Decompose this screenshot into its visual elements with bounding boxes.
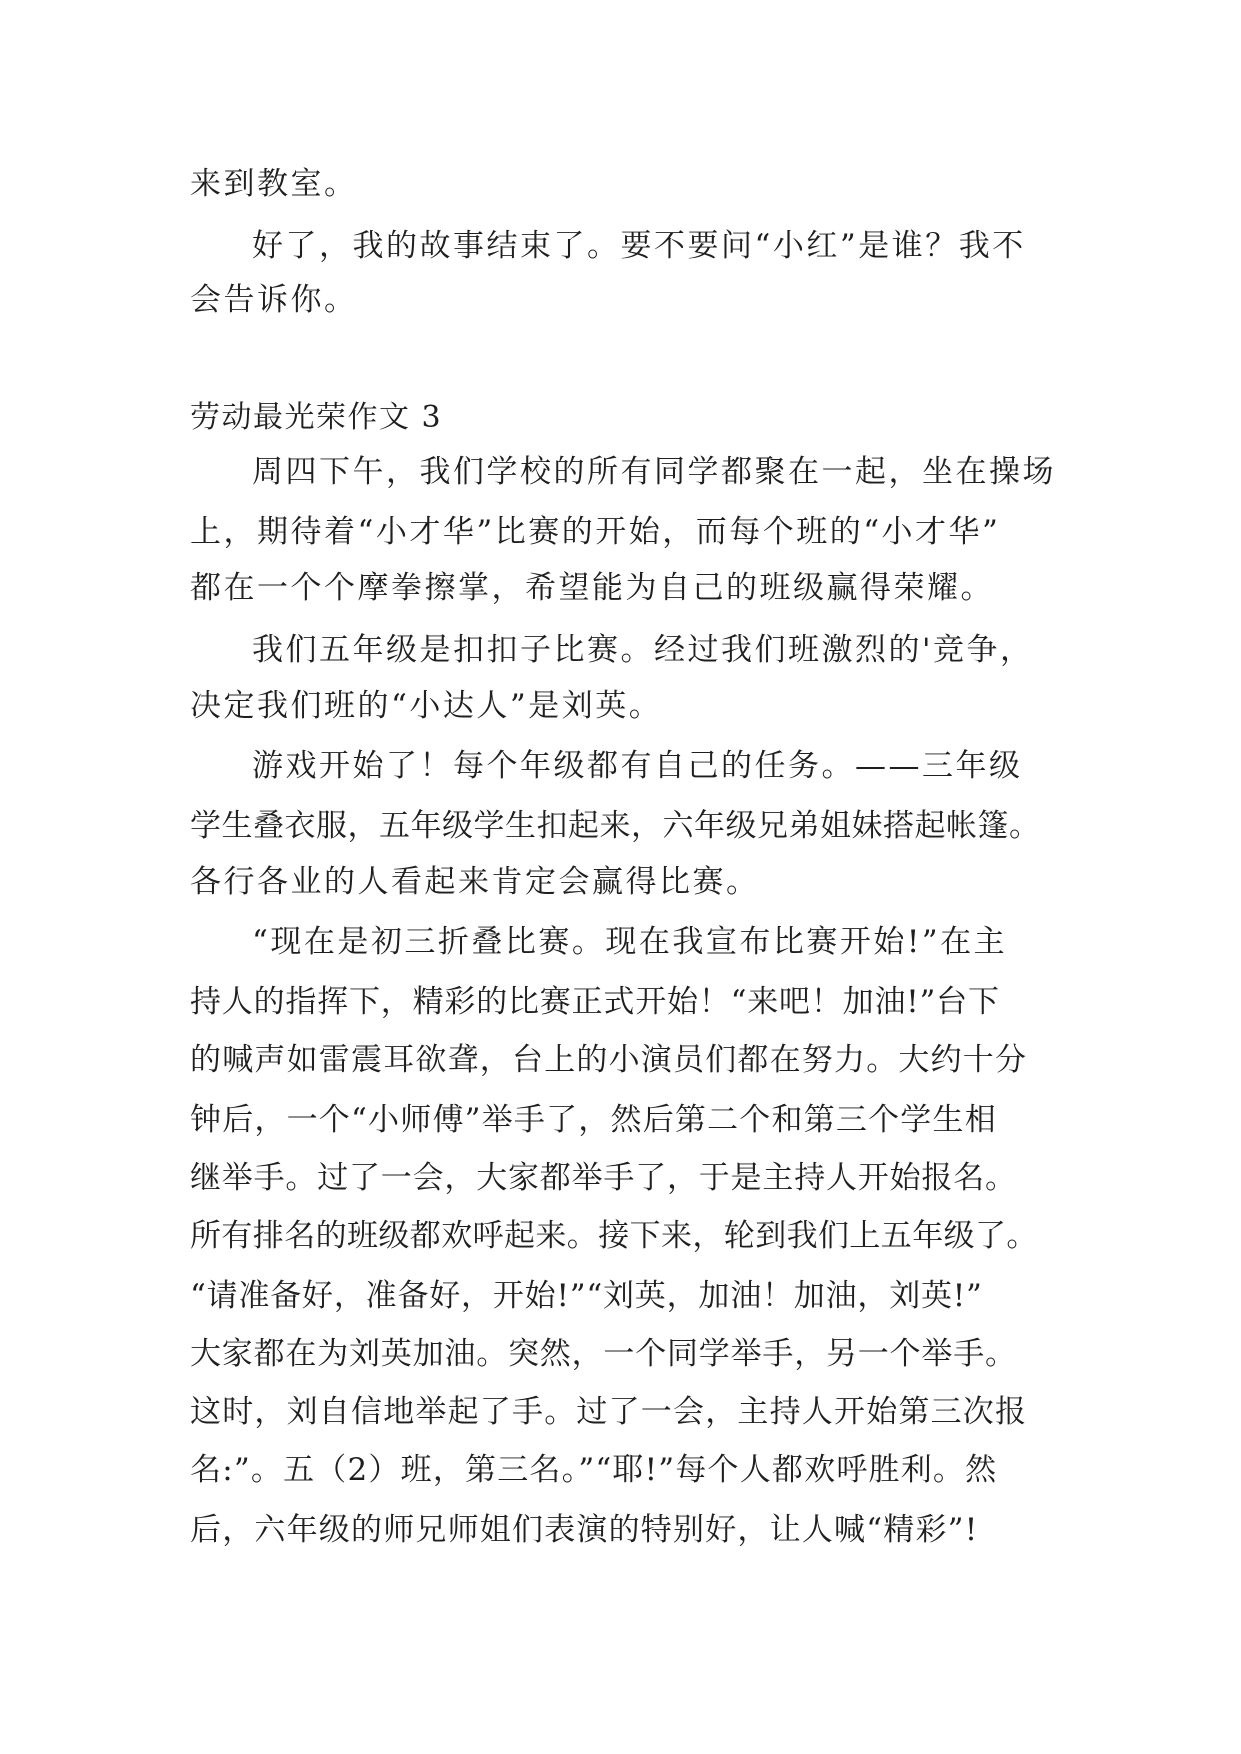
- text-line: “请准备好，准备好，开始!”“刘英，加油！加油，刘英!”: [190, 1278, 983, 1314]
- text-line: 这时，刘自信地举起了手。过了一会，主持人开始第三次报: [190, 1394, 1028, 1430]
- text-line: 周四下午，我们学校的所有同学都聚在一起，坐在操场: [252, 454, 1056, 490]
- text-line: 的喊声如雷震耳欲聋，台上的小演员们都在努力。大约十分: [190, 1042, 1028, 1078]
- text-line: 上，期待着“小才华”比赛的开始，而每个班的“小才华”: [190, 514, 1001, 550]
- text-line: 游戏开始了！每个年级都有自己的任务。——三年级: [252, 748, 1023, 784]
- text-line: 都在一个个摩拳擦掌，希望能为自己的班级赢得荣耀。: [190, 570, 994, 606]
- text-line: 各行各业的人看起来肯定会赢得比赛。: [190, 864, 760, 900]
- text-line: 决定我们班的“小达人”是刘英。: [190, 688, 663, 724]
- text-line: 继举手。过了一会，大家都举手了，于是主持人开始报名。: [190, 1160, 1017, 1196]
- text-line: “现在是初三折叠比赛。现在我宣布比赛开始!”在主: [252, 924, 1008, 960]
- text-line: 大家都在为刘英加油。突然，一个同学举手，另一个举手。: [190, 1336, 1017, 1372]
- text-line: 钟后，一个“小师傅”举手了，然后第二个和第三个学生相: [190, 1102, 997, 1138]
- text-line: 会告诉你。: [190, 282, 358, 318]
- essay-title: 劳动最光荣作文 3: [190, 400, 443, 435]
- text-line: 学生叠衣服，五年级学生扣起来，六年级兄弟姐妹搭起帐篷。: [190, 808, 1041, 844]
- text-line: 来到教室。: [190, 166, 358, 202]
- text-line: 我们五年级是扣扣子比赛。经过我们班激烈的'竞争，: [252, 632, 1034, 668]
- text-line: 名:”。五（2）班，第三名。”“耶!”每个人都欢呼胜利。然: [190, 1452, 998, 1488]
- text-line: 好了，我的故事结束了。要不要问“小红”是谁？我不: [252, 228, 1026, 264]
- text-line: 持人的指挥下，精彩的比赛正式开始！“来吧！加油!”台下: [190, 984, 1000, 1020]
- text-line: 后，六年级的师兄师姐们表演的特别好，让人喊“精彩”!: [190, 1512, 979, 1548]
- text-line: 所有排名的班级都欢呼起来。接下来，轮到我们上五年级了。: [190, 1218, 1038, 1254]
